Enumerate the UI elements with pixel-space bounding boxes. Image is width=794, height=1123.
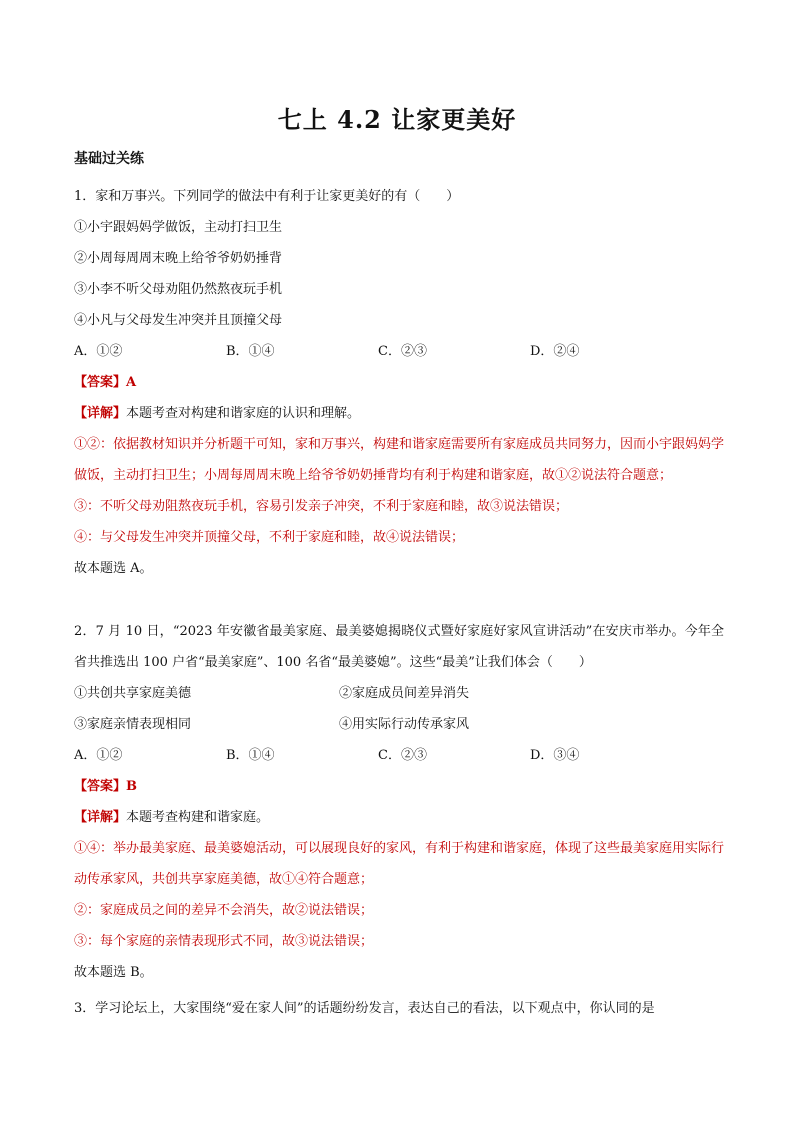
question-2-options-row xyxy=(74,709,724,740)
answer-value: A xyxy=(126,375,137,390)
choice-d: D．③④ xyxy=(530,748,580,763)
section-title: 基础过关练 xyxy=(74,151,144,167)
question-2 xyxy=(74,616,724,988)
answer-tag: 【答案】 xyxy=(74,375,127,390)
choice-b: B．①④ xyxy=(226,748,275,763)
question-1-answer xyxy=(74,367,724,398)
choice-b: B．①④ xyxy=(226,344,275,359)
choice-c: C．②③ xyxy=(378,748,427,763)
question-2-options-row xyxy=(74,678,724,709)
question-1-choices xyxy=(74,336,724,367)
question-2-answer xyxy=(74,771,724,802)
choice-a: A．①② xyxy=(74,344,123,359)
question-1-explanation: ④：与父母发生冲突并顶撞父母，不利于家庭和睦，故④说法错误； xyxy=(74,530,465,545)
question-2-choices xyxy=(74,740,724,771)
question-2-explanation: ③：每个家庭的亲情表现形式不同，故③说法错误； xyxy=(74,934,374,949)
detail-tag: 【详解】 xyxy=(74,810,127,825)
question-1-explanation: ①②：依据教材知识并分析题干可知，家和万事兴，构建和谐家庭需要所有家庭成员共同努力，因而小宇跟妈妈学做饭，主动打扫卫生；小周每周周末晚上给爷爷奶奶捶背均有利于构建和谐家庭，故①②说法符合题意； xyxy=(74,437,725,483)
question-1-stem: 1．家和万事兴。下列同学的做法中有利于让家更美好的有（ ） xyxy=(74,189,460,204)
detail-tag: 【详解】 xyxy=(74,406,127,421)
question-1 xyxy=(74,181,724,584)
question-2-option: ②家庭成员间差异消失 xyxy=(339,686,470,701)
choice-d: D．②④ xyxy=(530,344,580,359)
question-1-option: ①小宇跟妈妈学做饭，主动打扫卫生 xyxy=(74,220,283,235)
question-3-stem: 3．学习论坛上，大家围绕“爱在家人间”的话题纷纷发言，表达自己的看法，以下观点中，你认同的是 xyxy=(74,1001,655,1016)
question-2-option: ④用实际行动传承家风 xyxy=(339,717,470,732)
page-title: 七上 4.2 让家更美好 xyxy=(277,105,517,134)
question-3 xyxy=(74,993,724,1024)
question-1-conclusion: 故本题选 A。 xyxy=(74,561,153,576)
question-2-explanation: ②：家庭成员之间的差异不会消失，故②说法错误； xyxy=(74,903,374,918)
question-2-stem: 2．7 月 10 日，“2023 年安徽省最美家庭、最美婆媳揭晓仪式暨好家庭好家风宣讲活动”在安庆市举办。今年全省共推选出 100 户省“最美家庭”、100 名省“最美婆媳”。这些“最美”让我们体会（ ） xyxy=(74,624,724,670)
question-1-explanation: ③：不听父母劝阻熬夜玩手机，容易引发亲子冲突，不利于家庭和睦，故③说法错误； xyxy=(74,499,569,514)
question-1-option: ④小凡与父母发生冲突并且顶撞父母 xyxy=(74,313,283,328)
detail-intro: 本题考查对构建和谐家庭的认识和理解。 xyxy=(126,406,361,421)
question-1-option: ③小李不听父母劝阻仍然熬夜玩手机 xyxy=(74,282,283,297)
question-2-option: ③家庭亲情表现相同 xyxy=(74,717,192,732)
question-2-explanation: ①④：举办最美家庭、最美婆媳活动，可以展现良好的家风，有利于构建和谐家庭，体现了这些最美家庭用实际行动传承家风，共创共享家庭美德，故①④符合题意； xyxy=(74,841,725,887)
choice-c: C．②③ xyxy=(378,344,427,359)
question-2-detail xyxy=(74,802,724,833)
answer-value: B xyxy=(126,779,138,794)
detail-intro: 本题考查构建和谐家庭。 xyxy=(126,810,270,825)
answer-tag: 【答案】 xyxy=(74,779,127,794)
question-1-detail xyxy=(74,398,724,429)
question-1-option: ②小周每周周末晚上给爷爷奶奶捶背 xyxy=(74,251,283,266)
choice-a: A．①② xyxy=(74,748,123,763)
question-2-option: ①共创共享家庭美德 xyxy=(74,686,192,701)
question-2-conclusion: 故本题选 B。 xyxy=(74,965,153,980)
